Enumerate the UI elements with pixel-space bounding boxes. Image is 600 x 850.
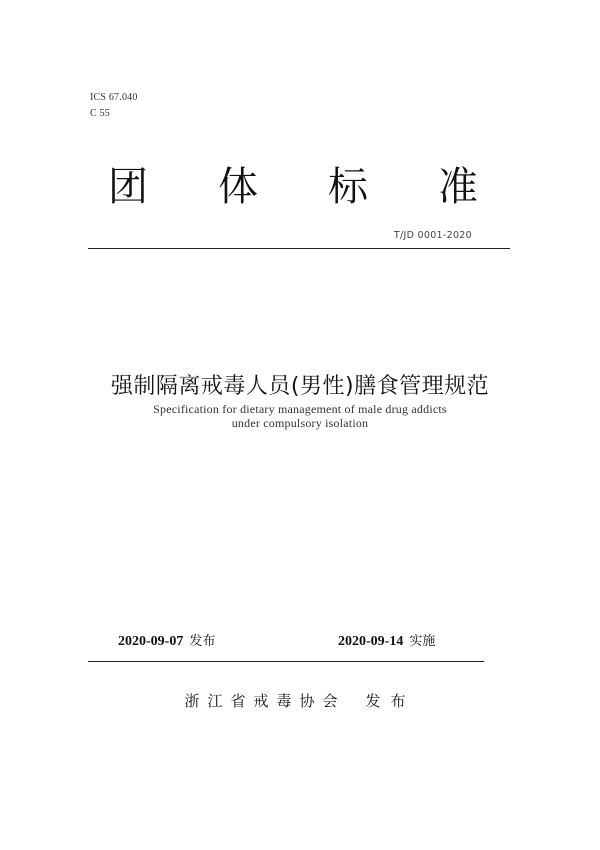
publisher-row bbox=[0, 690, 600, 711]
ics-code: ICS 67.040 bbox=[90, 92, 138, 103]
implement-date-block bbox=[338, 630, 435, 650]
title-char: 团 bbox=[108, 164, 148, 210]
document-title-english-line1: Specification for dietary management of male drug addicts bbox=[153, 402, 447, 416]
title-char: 准 bbox=[438, 164, 478, 210]
publisher-action: 发布 bbox=[365, 692, 416, 710]
document-title-chinese: 强制隔离戒毒人员(男性)膳食管理规范 bbox=[110, 374, 490, 399]
standard-number: T/JD 0001-2020 bbox=[393, 230, 472, 241]
title-char: 体 bbox=[218, 164, 258, 210]
implement-label: 实施 bbox=[409, 634, 436, 649]
publish-date: 2020-09-07 bbox=[118, 634, 184, 649]
publish-date-block bbox=[118, 630, 215, 650]
document-title-english-line2: under compulsory isolation bbox=[231, 416, 369, 430]
implement-date: 2020-09-14 bbox=[338, 634, 404, 649]
bottom-divider bbox=[88, 661, 484, 662]
publisher-name: 浙江省戒毒协会 bbox=[184, 692, 346, 710]
publish-label: 发布 bbox=[189, 634, 216, 649]
top-divider bbox=[88, 248, 510, 249]
ccs-code: C 55 bbox=[90, 108, 110, 119]
standard-type-title bbox=[108, 163, 478, 211]
title-char: 标 bbox=[328, 164, 368, 210]
